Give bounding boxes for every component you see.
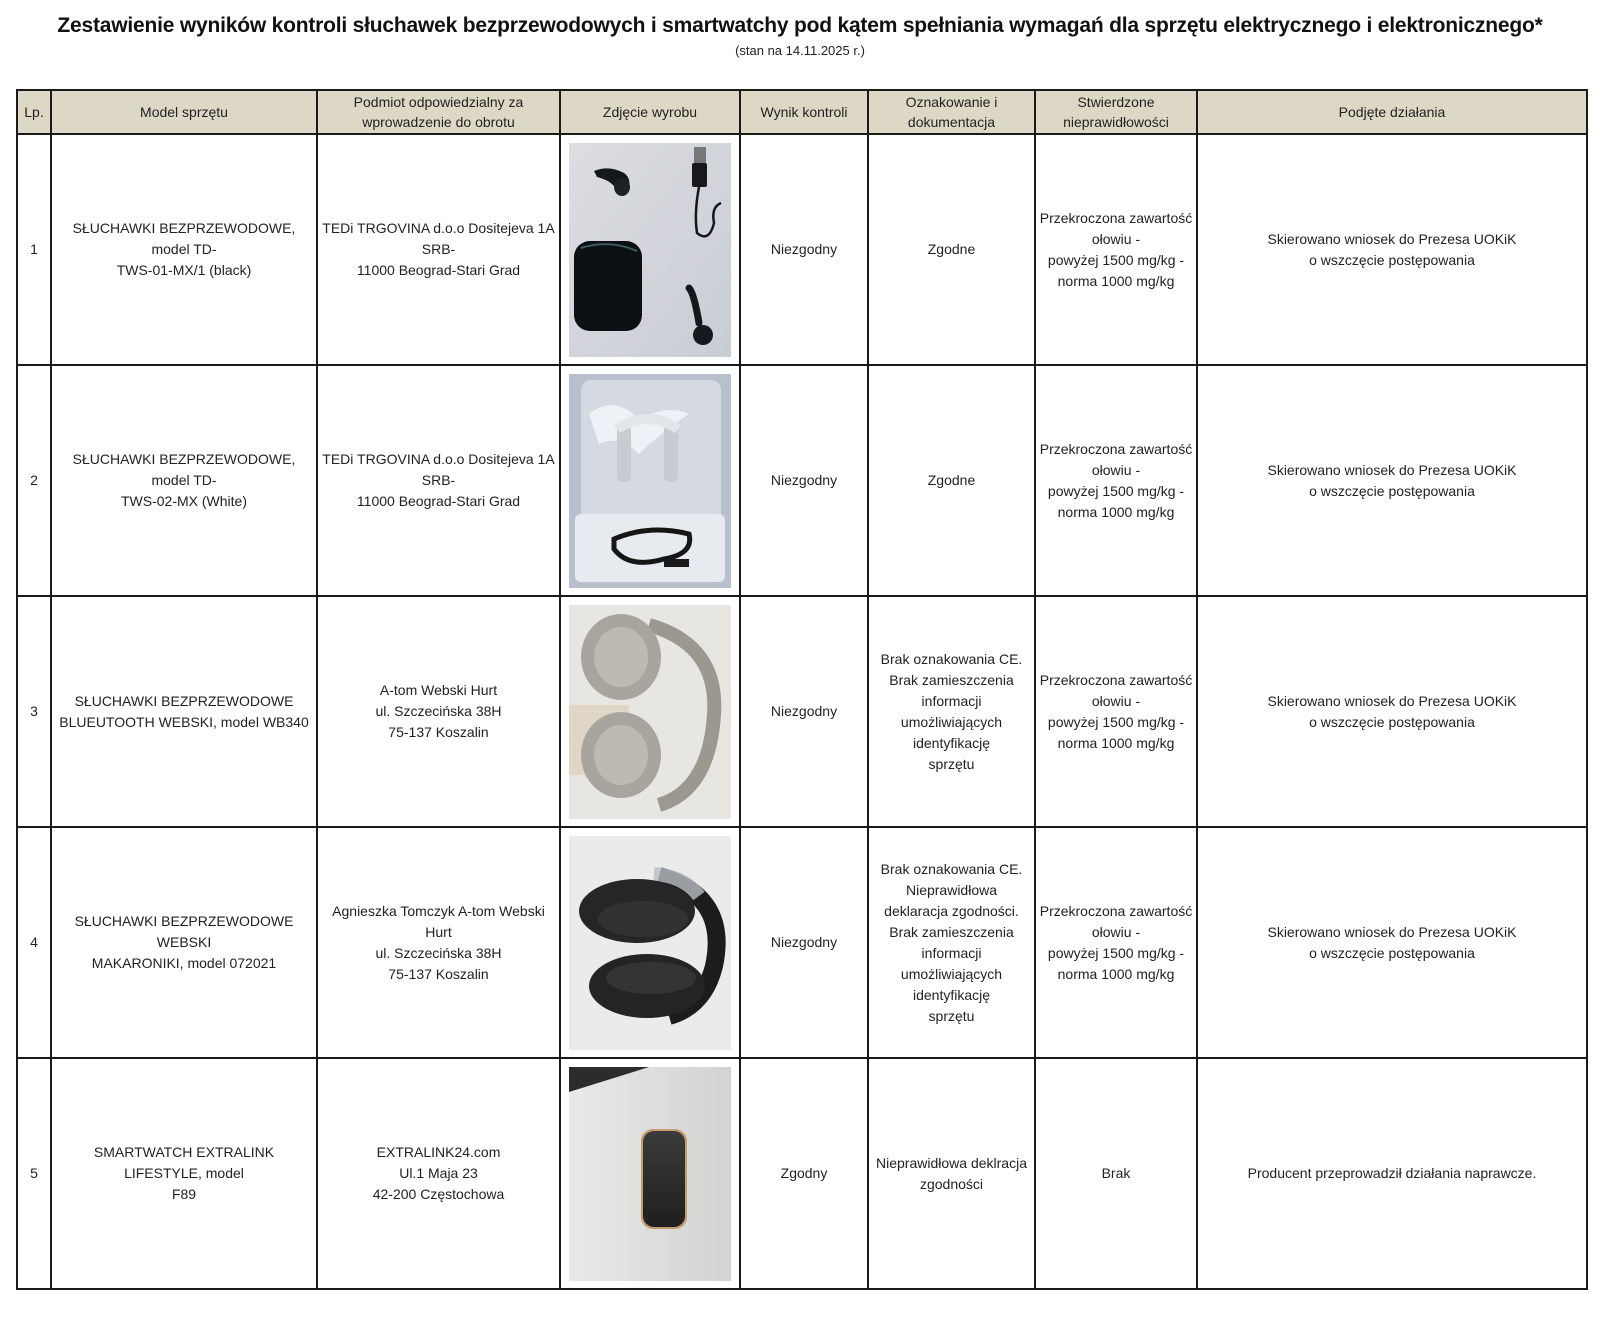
table-row (17, 827, 1587, 1058)
cell-result: Niezgodny (740, 365, 868, 596)
document-subtitle: (stan na 14.11.2025 r.) (735, 43, 865, 58)
header-lp: Lp. (17, 90, 51, 134)
white-wireless-earbuds-photo (569, 374, 731, 588)
header-model: Model sprzętu (51, 90, 317, 134)
cell-entity: TEDi TRGOVINA d.o.o Dositejeva 1A SRB- 11000 Beograd-Stari Grad (317, 365, 560, 596)
cell-entity: Agnieszka Tomczyk A-tom Webski Hurt ul. Szczecińska 38H 75-137 Koszalin (317, 827, 560, 1058)
cell-result: Zgodny (740, 1058, 868, 1289)
cell-lp: 5 (17, 1058, 51, 1289)
cell-issues: Przekroczona zawartość ołowiu - powyżej 1500 mg/kg - norma 1000 mg/kg (1035, 365, 1197, 596)
cell-issues: Przekroczona zawartość ołowiu - powyżej 1500 mg/kg - norma 1000 mg/kg (1035, 134, 1197, 365)
cell-model: SŁUCHAWKI BEZPRZEWODOWE, model TD- TWS-02-MX (White) (51, 365, 317, 596)
header-result: Wynik kontroli (740, 90, 868, 134)
cell-photo (560, 1058, 740, 1289)
cell-entity: EXTRALINK24.com Ul.1 Maja 23 42-200 Częstochowa (317, 1058, 560, 1289)
cell-marking: Brak oznakowania CE. Brak zamieszczenia informacji umożliwiających identyfikację sprzętu (868, 596, 1035, 827)
cell-actions: Skierowano wniosek do Prezesa UOKiK o wszczęcie postępowania (1197, 827, 1587, 1058)
cell-model: SŁUCHAWKI BEZPRZEWODOWE, model TD- TWS-01-MX/1 (black) (51, 134, 317, 365)
results-table (16, 89, 1588, 1290)
cell-lp: 3 (17, 596, 51, 827)
cell-issues: Przekroczona zawartość ołowiu - powyżej 1500 mg/kg - norma 1000 mg/kg (1035, 596, 1197, 827)
cell-lp: 1 (17, 134, 51, 365)
cell-entity: A-tom Webski Hurt ul. Szczecińska 38H 75-137 Koszalin (317, 596, 560, 827)
cell-photo (560, 365, 740, 596)
cell-issues: Przekroczona zawartość ołowiu - powyżej 1500 mg/kg - norma 1000 mg/kg (1035, 827, 1197, 1058)
cell-entity: TEDi TRGOVINA d.o.o Dositejeva 1A SRB- 11000 Beograd-Stari Grad (317, 134, 560, 365)
smartwatch-photo (569, 1067, 731, 1281)
cell-photo (560, 596, 740, 827)
cell-photo (560, 827, 740, 1058)
silver-headphones-photo (569, 605, 731, 819)
cell-lp: 2 (17, 365, 51, 596)
header-marking: Oznakowanie i dokumentacja (868, 90, 1035, 134)
cell-model: SŁUCHAWKI BEZPRZEWODOWE WEBSKI MAKARONIKI, model 072021 (51, 827, 317, 1058)
cell-lp: 4 (17, 827, 51, 1058)
cell-actions: Skierowano wniosek do Prezesa UOKiK o wszczęcie postępowania (1197, 134, 1587, 365)
cell-photo (560, 134, 740, 365)
black-headphones-photo (569, 836, 731, 1050)
cell-marking: Nieprawidłowa deklracja zgodności (868, 1058, 1035, 1289)
cell-result: Niezgodny (740, 134, 868, 365)
cell-model: SMARTWATCH EXTRALINK LIFESTYLE, model F89 (51, 1058, 317, 1289)
cell-marking: Zgodne (868, 134, 1035, 365)
cell-marking: Zgodne (868, 365, 1035, 596)
header-photo: Zdjęcie wyrobu (560, 90, 740, 134)
black-wireless-earbuds-photo (569, 143, 731, 357)
document-title: Zestawienie wyników kontroli słuchawek bezprzewodowych i smartwatchy pod kątem spełniania wymagań dla sprzętu elektrycznego i elektronicznego* (57, 14, 1543, 37)
cell-actions: Producent przeprowadził działania naprawcze. (1197, 1058, 1587, 1289)
table-header-row (17, 90, 1587, 134)
cell-model: SŁUCHAWKI BEZPRZEWODOWE BLUEUTOOTH WEBSKI, model WB340 (51, 596, 317, 827)
table-row (17, 365, 1587, 596)
header-actions: Podjęte działania (1197, 90, 1587, 134)
cell-result: Niezgodny (740, 827, 868, 1058)
header-issues: Stwierdzone nieprawidłowości (1035, 90, 1197, 134)
cell-actions: Skierowano wniosek do Prezesa UOKiK o wszczęcie postępowania (1197, 596, 1587, 827)
cell-result: Niezgodny (740, 596, 868, 827)
header-entity: Podmiot odpowiedzialny za wprowadzenie do obrotu (317, 90, 560, 134)
table-row (17, 134, 1587, 365)
cell-actions: Skierowano wniosek do Prezesa UOKiK o wszczęcie postępowania (1197, 365, 1587, 596)
table-row (17, 1058, 1587, 1289)
cell-marking: Brak oznakowania CE. Nieprawidłowa deklaracja zgodności. Brak zamieszczenia informacji umożliwiających identyfikację sprzętu (868, 827, 1035, 1058)
cell-issues: Brak (1035, 1058, 1197, 1289)
table-row (17, 596, 1587, 827)
